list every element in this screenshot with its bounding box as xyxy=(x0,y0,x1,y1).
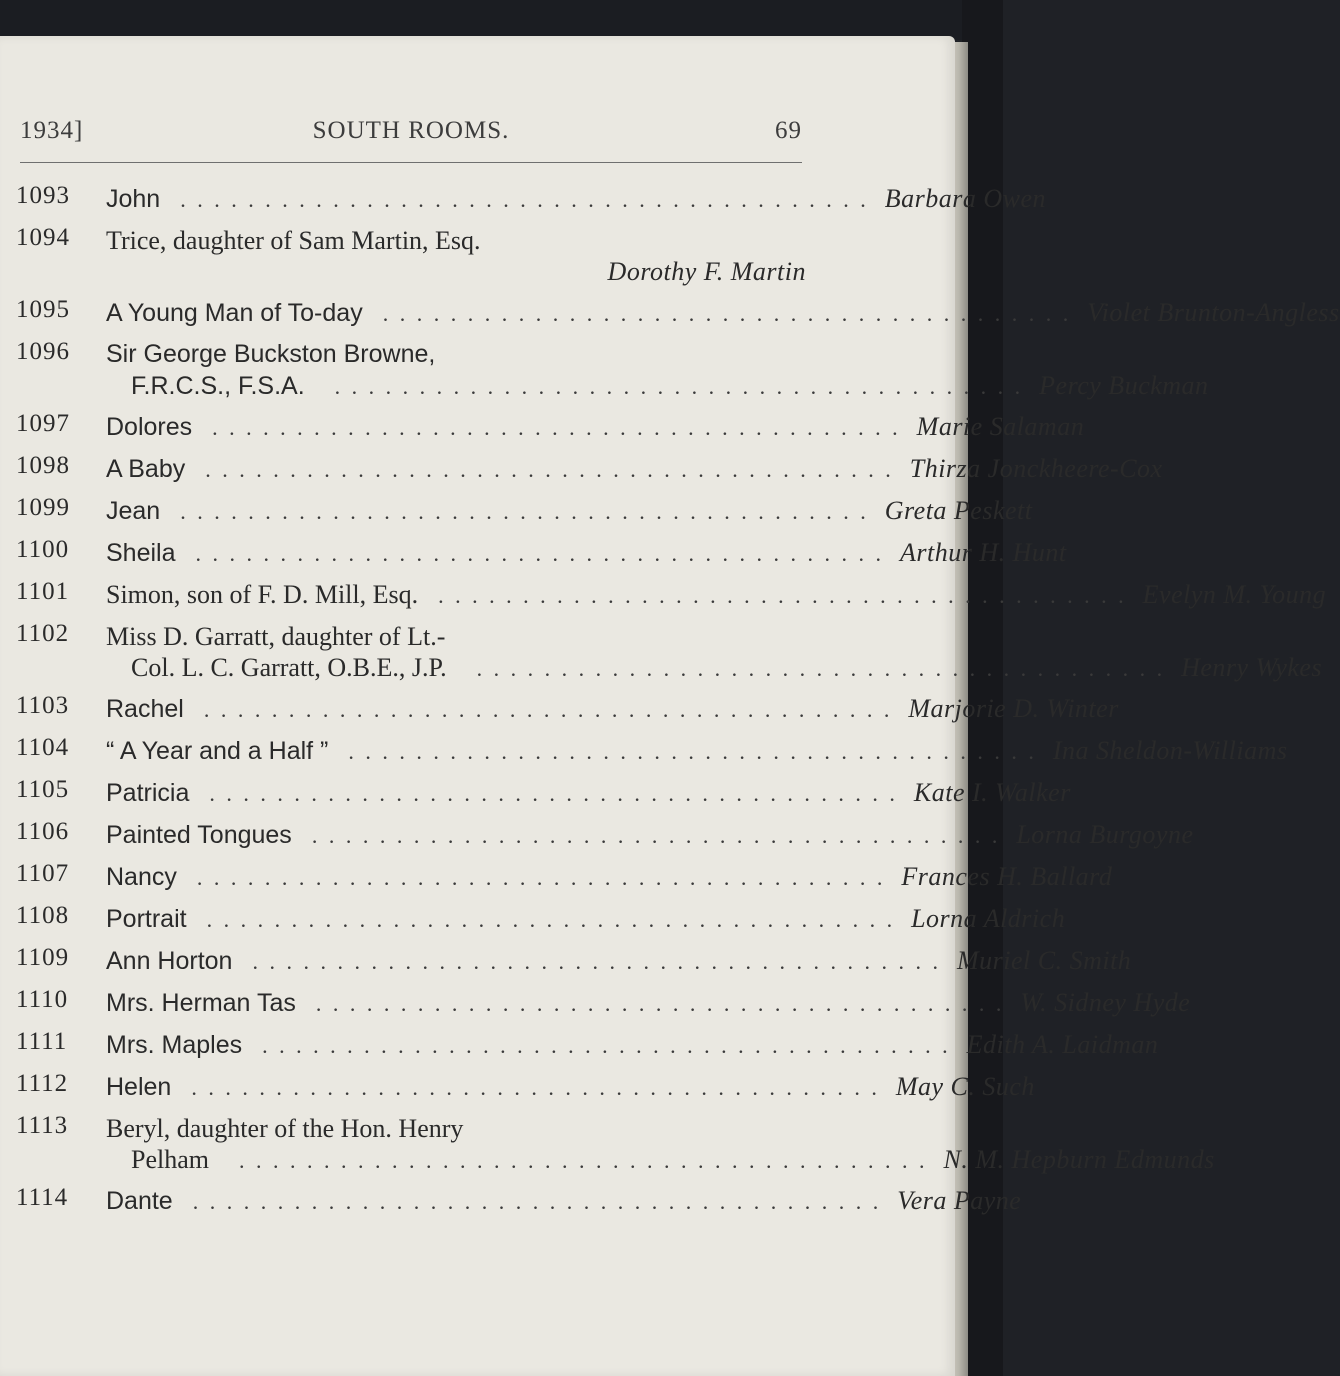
entry-title-continued: Col. L. C. Garratt, O.B.E., J.P. xyxy=(131,653,447,682)
catalogue-entry xyxy=(16,692,1119,725)
dot-leader: . . . . . . . . . . . . . . . . . . . . . . . . . . . . . . . . . . . . . . . . . xyxy=(252,949,941,974)
entry-title: Dante xyxy=(106,1187,173,1215)
entry-line-continued xyxy=(16,371,1209,401)
dot-leader: . . . . . . . . . . . . . . . . . . . . . . . . . . . . . . . . . . . . . . . . . xyxy=(315,991,1005,1016)
entry-title: Rachel xyxy=(106,695,184,723)
header-section-title: SOUTH ROOMS. xyxy=(312,117,510,144)
entry-title: Simon, son of F. D. Mill, Esq. xyxy=(106,580,419,609)
entry-title: Trice, daughter of Sam Martin, Esq. xyxy=(106,226,481,255)
entry-line xyxy=(16,494,1033,527)
entry-artist: Thirza Jonckheere-Cox xyxy=(909,454,1163,483)
catalogue-entry xyxy=(16,818,1194,851)
entry-line xyxy=(16,1112,806,1145)
catalogue-entry xyxy=(16,578,1327,611)
entry-artist: Marie Salaman xyxy=(916,412,1085,441)
entry-line xyxy=(16,734,1288,767)
entry-artist: W. Sidney Hyde xyxy=(1020,988,1191,1017)
dot-leader: . . . . . . . . . . . . . . . . . . . . . . . . . . . . . . . . . . . . . . . . . xyxy=(191,1075,880,1100)
entry-artist: Muriel C. Smith xyxy=(956,946,1132,975)
catalogue-entry xyxy=(16,902,1066,935)
entry-number: 1094 xyxy=(16,224,70,251)
dot-leader: . . . . . . . . . . . . . . . . . . . . . . . . . . . . . . . . . . . . . . . . . xyxy=(382,301,1072,326)
entry-artist: Henry Wykes xyxy=(1181,653,1323,682)
catalogue-entry xyxy=(16,620,1323,683)
entry-line xyxy=(16,578,1327,611)
entry-artist: Evelyn M. Young xyxy=(1142,580,1327,609)
dot-leader: . . . . . . . . . . . . . . . . . . . . . . . . . . . . . . . . . . . . . . . . . xyxy=(196,865,886,890)
entry-title-continued: Pelham xyxy=(131,1145,209,1174)
catalogue-entry xyxy=(16,296,1340,329)
entry-line xyxy=(16,620,806,653)
entry-number: 1095 xyxy=(16,296,70,323)
dot-leader: . . . . . . . . . . . . . . . . . . . . . . . . . . . . . . . . . . . . . . . . . xyxy=(205,457,894,482)
entry-number: 1108 xyxy=(16,902,70,929)
entry-number: 1093 xyxy=(16,182,70,209)
entry-title: “ A Year and a Half ” xyxy=(106,737,329,765)
entry-number: 1106 xyxy=(16,818,70,845)
dot-leader: . . . . . . . . . . . . . . . . . . . . . . . . . . . . . . . . . . . . . . . . . xyxy=(348,739,1037,764)
entry-line-continued xyxy=(16,653,1323,683)
entry-title: Nancy xyxy=(106,863,177,891)
entry-artist: Dorothy F. Martin xyxy=(607,257,806,286)
entry-line xyxy=(16,860,1113,893)
entry-number: 1104 xyxy=(16,734,70,761)
catalogue-entry xyxy=(16,944,1132,977)
dot-leader: . . . . . . . . . . . . . . . . . . . . . . . . . . . . . . . . . . . . . . . . . xyxy=(476,656,1166,681)
entry-line xyxy=(16,986,1191,1019)
entry-artist: Greta Peskett xyxy=(884,496,1033,525)
entry-artist: May C. Such xyxy=(895,1072,1035,1101)
entry-number: 1101 xyxy=(16,578,70,605)
entry-line xyxy=(16,818,1194,851)
entry-title: Miss D. Garratt, daughter of Lt.- xyxy=(106,622,446,651)
dot-leader: . . . . . . . . . . . . . . . . . . . . . . . . . . . . . . . . . . . . . . . . . xyxy=(311,823,1001,848)
header-year: 1934] xyxy=(20,117,84,144)
entry-title: Ann Horton xyxy=(106,947,233,975)
entry-line-continued xyxy=(16,1145,1215,1175)
entry-artist: Percy Buckman xyxy=(1039,371,1209,400)
entry-number: 1109 xyxy=(16,944,70,971)
entry-artist: Lorna Aldrich xyxy=(911,904,1066,933)
entry-number: 1097 xyxy=(16,410,70,437)
catalogue-entry xyxy=(16,776,1071,809)
dot-leader: . . . . . . . . . . . . . . . . . . . . . . . . . . . . . . . . . . . . . . . . . xyxy=(203,697,893,722)
entry-line xyxy=(16,224,806,257)
entry-number: 1100 xyxy=(16,536,70,563)
entry-title-continued: F.R.C.S., F.S.A. xyxy=(131,372,305,400)
entry-artist: Marjorie D. Winter xyxy=(908,694,1119,723)
entry-number: 1107 xyxy=(16,860,70,887)
entry-title: Mrs. Herman Tas xyxy=(106,989,296,1017)
entry-title: Portrait xyxy=(106,905,187,933)
entry-line xyxy=(16,692,1119,725)
entry-artist: Lorna Burgoyne xyxy=(1016,820,1194,849)
catalogue-entry xyxy=(16,536,1067,569)
entry-number: 1112 xyxy=(16,1070,69,1097)
page-number: 69 xyxy=(775,117,802,144)
catalogue-entry xyxy=(16,1112,1215,1175)
entry-number: 1105 xyxy=(16,776,70,803)
entry-line xyxy=(16,1184,1022,1217)
entry-line xyxy=(16,338,806,371)
dot-leader: . . . . . . . . . . . . . . . . . . . . . . . . . . . . . . . . . . . . . . . . . xyxy=(334,374,1024,399)
entry-line xyxy=(16,776,1071,809)
header-rule xyxy=(20,162,802,163)
dot-leader: . . . . . . . . . . . . . . . . . . . . . . . . . . . . . . . . . . . . . . . . . xyxy=(180,187,869,212)
dot-leader: . . . . . . . . . . . . . . . . . . . . . . . . . . . . . . . . . . . . . . . . . xyxy=(212,415,901,440)
entry-artist: Edith A. Laidman xyxy=(966,1030,1159,1059)
entry-line xyxy=(16,902,1066,935)
entry-number: 1098 xyxy=(16,452,70,479)
entry-artist: Ina Sheldon-Williams xyxy=(1052,736,1288,765)
entry-title: Sir George Buckston Browne, xyxy=(106,340,436,368)
entry-artist: Vera Payne xyxy=(897,1186,1022,1215)
entry-artist: Frances H. Ballard xyxy=(901,862,1113,891)
catalogue-entry xyxy=(16,182,1046,215)
dot-leader: . . . . . . . . . . . . . . . . . . . . . . . . . . . . . . . . . . . . . . . . . xyxy=(438,583,1127,608)
entry-title: Beryl, daughter of the Hon. Henry xyxy=(106,1114,464,1143)
entry-number: 1113 xyxy=(16,1112,69,1139)
entry-number: 1102 xyxy=(16,620,70,647)
catalogue-entry xyxy=(16,986,1191,1019)
catalogue-entry xyxy=(16,734,1288,767)
entry-line xyxy=(16,296,1340,329)
entry-artist: N. M. Hepburn Edmunds xyxy=(943,1145,1215,1174)
entry-line xyxy=(16,536,1067,569)
catalogue-entry xyxy=(16,452,1163,485)
entry-line xyxy=(16,944,1132,977)
entry-artist: Barbara Owen xyxy=(884,184,1046,213)
entry-number: 1103 xyxy=(16,692,70,719)
entry-line xyxy=(16,452,1163,485)
catalogue-entry xyxy=(16,1070,1035,1103)
entry-line xyxy=(16,1028,1159,1061)
dot-leader: . . . . . . . . . . . . . . . . . . . . . . . . . . . . . . . . . . . . . . . . . xyxy=(209,781,898,806)
entry-title: Mrs. Maples xyxy=(106,1031,243,1059)
entry-title: A Baby xyxy=(106,455,186,483)
entry-title: Painted Tongues xyxy=(106,821,292,849)
running-header xyxy=(20,117,802,147)
dot-leader: . . . . . . . . . . . . . . . . . . . . . . . . . . . . . . . . . . . . . . . . . xyxy=(206,907,896,932)
entry-artist: Arthur H. Hunt xyxy=(900,538,1067,567)
entry-title: A Young Man of To-day xyxy=(106,299,363,327)
dot-leader: . . . . . . . . . . . . . . . . . . . . . . . . . . . . . . . . . . . . . . . . . xyxy=(239,1148,928,1173)
entry-number: 1099 xyxy=(16,494,70,521)
entry-title: Helen xyxy=(106,1073,172,1101)
dot-leader: . . . . . . . . . . . . . . . . . . . . . . . . . . . . . . . . . . . . . . . . . xyxy=(192,1189,882,1214)
entry-line xyxy=(16,1070,1035,1103)
catalogue-entry xyxy=(16,410,1085,443)
catalogue-entry xyxy=(16,224,806,287)
entry-number: 1114 xyxy=(16,1184,69,1211)
catalogue-entry xyxy=(16,338,1209,401)
dot-leader: . . . . . . . . . . . . . . . . . . . . . . . . . . . . . . . . . . . . . . . . . xyxy=(262,1033,951,1058)
dot-leader: . . . . . . . . . . . . . . . . . . . . . . . . . . . . . . . . . . . . . . . . . xyxy=(195,541,884,566)
entry-artist: Violet Brunton-Angless xyxy=(1087,298,1340,327)
entry-line-continued xyxy=(16,257,806,287)
entry-artist: Kate I. Walker xyxy=(913,778,1071,807)
entry-number: 1110 xyxy=(16,986,69,1013)
catalogue-entry xyxy=(16,494,1033,527)
catalogue-entry xyxy=(16,1028,1159,1061)
entry-title: Jean xyxy=(106,497,161,525)
catalogue-entry xyxy=(16,860,1113,893)
entry-title: Sheila xyxy=(106,539,176,567)
catalogue-entries xyxy=(16,182,1340,1226)
dot-leader: . . . . . . . . . . . . . . . . . . . . . . . . . . . . . . . . . . . . . . . . . xyxy=(180,499,869,524)
entry-line xyxy=(16,410,1085,443)
entry-title: John xyxy=(106,185,161,213)
entry-title: Dolores xyxy=(106,413,193,441)
entry-title: Patricia xyxy=(106,779,190,807)
entry-number: 1111 xyxy=(16,1028,68,1055)
entry-number: 1096 xyxy=(16,338,70,365)
entry-line xyxy=(16,182,1046,215)
scanner-backdrop-top xyxy=(0,0,1003,40)
catalogue-entry xyxy=(16,1184,1022,1217)
